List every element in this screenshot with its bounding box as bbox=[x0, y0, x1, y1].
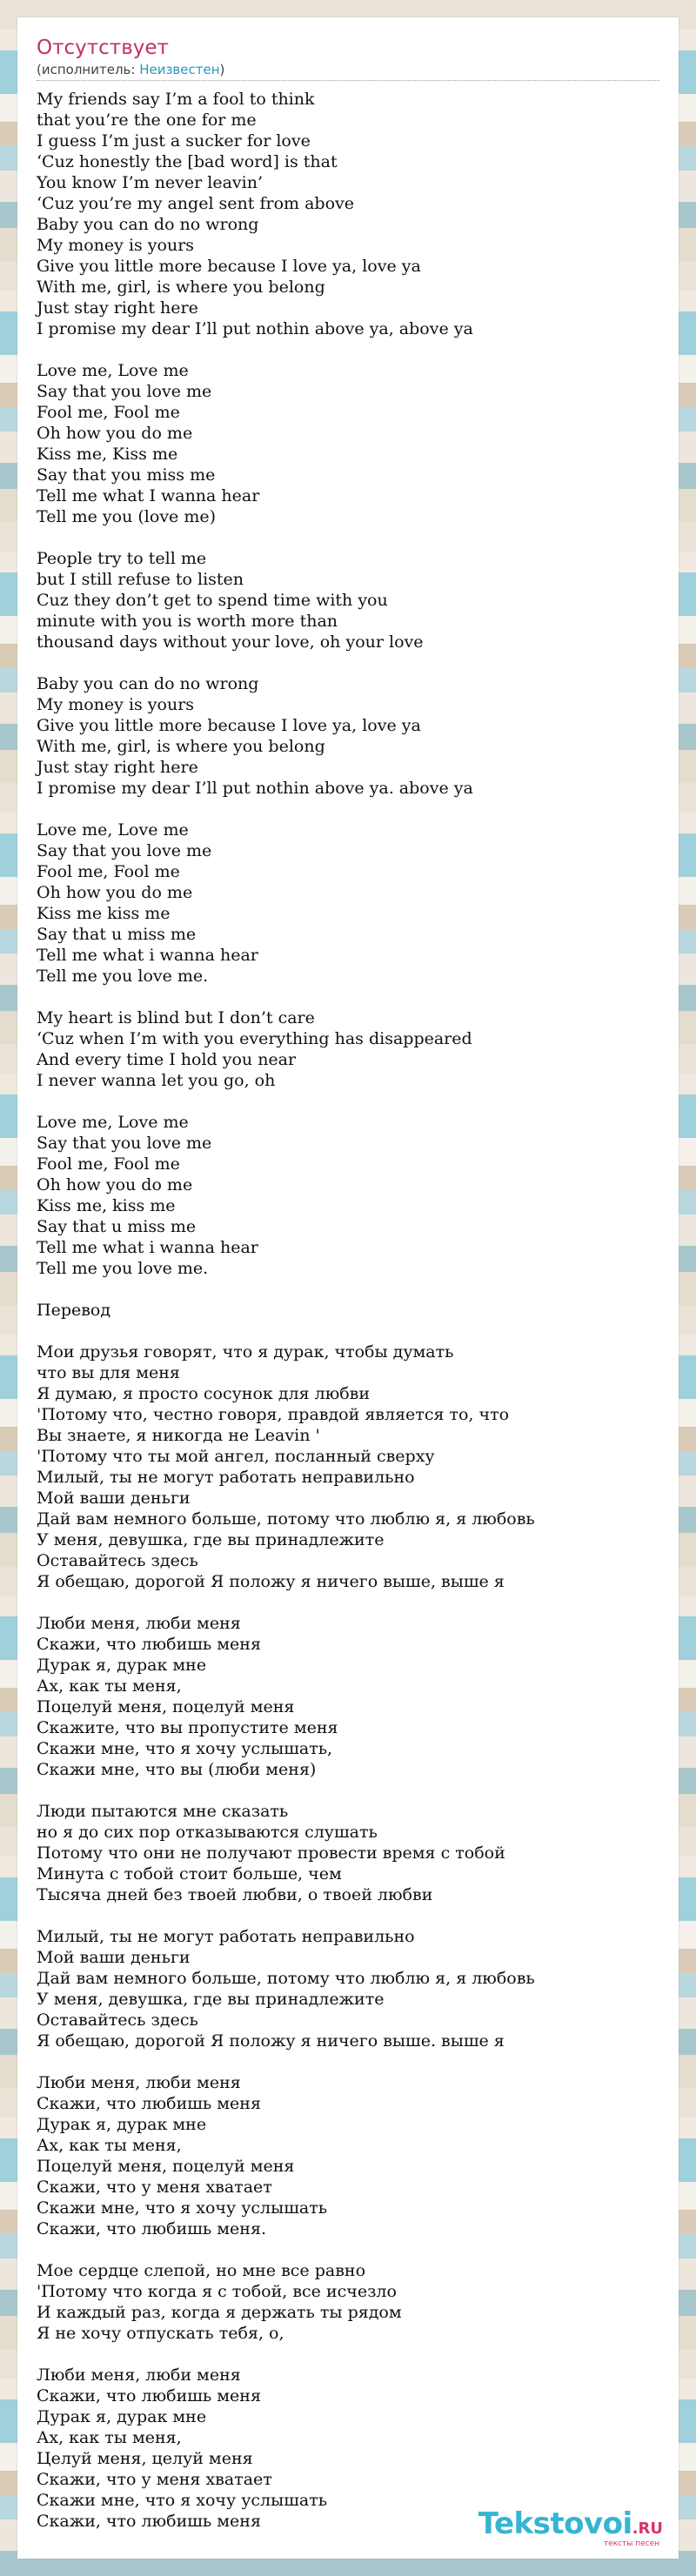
lyric-line: Ах, как ты меня, bbox=[37, 2428, 182, 2447]
lyric-line: Поцелуй меня, поцелуй меня bbox=[37, 1697, 295, 1716]
lyric-line: Люби меня, люби меня bbox=[37, 2073, 241, 2092]
lyric-line: Мой ваши деньги bbox=[37, 1489, 191, 1508]
lyric-line: Tell me you love me. bbox=[37, 1259, 209, 1278]
lyric-line: Kiss me kiss me bbox=[37, 904, 171, 923]
lyrics-card bbox=[17, 17, 679, 2559]
lyric-blank-line bbox=[37, 339, 663, 360]
lyric-line: My money is yours bbox=[37, 695, 195, 714]
artist-label-close: ) bbox=[219, 62, 225, 77]
logo-tagline: тексты песен bbox=[603, 2539, 659, 2548]
lyric-line: I promise my dear I’ll put nothin above ya, above ya bbox=[37, 319, 473, 338]
lyric-blank-line bbox=[37, 527, 663, 548]
lyric-line: Оставайтесь здесь bbox=[37, 1551, 198, 1570]
lyric-line: that you’re the one for me bbox=[37, 110, 257, 130]
lyric-line: Say that you love me bbox=[37, 841, 212, 860]
lyric-line: Give you little more because I love ya, love ya bbox=[37, 257, 421, 276]
lyric-line: minute with you is worth more than bbox=[37, 612, 338, 631]
lyric-blank-line bbox=[37, 1279, 663, 1300]
lyric-line: но я до сих пор отказываются слушать bbox=[37, 1823, 378, 1842]
lyric-line: Скажи мне, что я хочу услышать bbox=[37, 2198, 328, 2218]
artist-label: (исполнитель: bbox=[37, 62, 140, 77]
lyric-blank-line bbox=[37, 987, 663, 1007]
lyric-line: ‘Cuz you’re my angel sent from above bbox=[37, 194, 354, 213]
lyric-line: Скажи мне, что я хочу услышать, bbox=[37, 1739, 333, 1758]
lyric-line: Милый, ты не могут работать неправильно bbox=[37, 1468, 415, 1487]
lyric-line: Oh how you do me bbox=[37, 883, 193, 902]
logo-wordmark: Tekstovoi bbox=[478, 2506, 632, 2541]
artist-link[interactable]: Неизвестен bbox=[139, 62, 220, 77]
lyric-line: Baby you can do no wrong bbox=[37, 215, 259, 234]
lyric-line: Люби меня, люби меня bbox=[37, 2365, 241, 2385]
lyric-blank-line bbox=[37, 799, 663, 820]
lyric-blank-line bbox=[37, 1321, 663, 1342]
lyric-line: but I still refuse to listen bbox=[37, 570, 244, 589]
lyric-line: With me, girl, is where you belong bbox=[37, 278, 325, 297]
lyric-line: Say that you miss me bbox=[37, 465, 216, 485]
lyric-line: People try to tell me bbox=[37, 549, 207, 568]
lyric-line: Я обещаю, дорогой Я положу я ничего выше. выше я bbox=[37, 2031, 505, 2051]
lyric-line: Оставайтесь здесь bbox=[37, 2011, 198, 2030]
lyric-line: Дай вам немного больше, потому что люблю я, я любовь bbox=[37, 1509, 535, 1529]
song-header bbox=[37, 35, 659, 81]
lyric-line: Дурак я, дурак мне bbox=[37, 1656, 207, 1675]
lyric-line: With me, girl, is where you belong bbox=[37, 737, 325, 756]
lyric-line: Tell me what i wanna hear bbox=[37, 946, 258, 965]
lyric-line: что вы для меня bbox=[37, 1363, 180, 1382]
lyric-line: Kiss me, kiss me bbox=[37, 1196, 176, 1215]
lyric-line: Say that u miss me bbox=[37, 925, 197, 944]
lyric-line: Fool me, Fool me bbox=[37, 1154, 180, 1174]
artist-meta bbox=[37, 61, 659, 78]
lyric-line: Cuz they don’t get to spend time with you bbox=[37, 591, 388, 610]
lyric-blank-line bbox=[37, 1780, 663, 1801]
lyric-line: I never wanna let you go, oh bbox=[37, 1071, 276, 1090]
lyric-line: Скажи, что у меня хватает bbox=[37, 2470, 272, 2489]
lyric-line: Tell me you (love me) bbox=[37, 507, 217, 526]
lyric-line: Скажи, что любишь меня bbox=[37, 2512, 261, 2531]
lyric-line: 'Потому что ты мой ангел, посланный сверху bbox=[37, 1447, 435, 1466]
lyric-line: Скажи, что любишь меня bbox=[37, 2386, 261, 2405]
lyric-line: Love me, Love me bbox=[37, 820, 189, 840]
lyric-line: Дурак я, дурак мне bbox=[37, 2115, 207, 2134]
lyric-line: ‘Cuz honestly the [bad word] is that bbox=[37, 152, 338, 171]
lyric-line: Baby you can do no wrong bbox=[37, 674, 259, 693]
lyric-line: Вы знаете, я никогда не Leavin ' bbox=[37, 1426, 320, 1445]
lyric-blank-line bbox=[37, 1592, 663, 1613]
lyric-line: Скажи мне, что я хочу услышать bbox=[37, 2491, 328, 2510]
lyric-line: Тысяча дней без твоей любви, о твоей любви bbox=[37, 1885, 433, 1904]
logo-tld: .RU bbox=[632, 2519, 663, 2538]
lyric-blank-line bbox=[37, 2344, 663, 2365]
site-logo[interactable] bbox=[478, 2508, 663, 2548]
lyric-line: Tell me what I wanna hear bbox=[37, 486, 260, 505]
lyric-line: I promise my dear I’ll put nothin above ya. above ya bbox=[37, 779, 473, 798]
lyric-line: Oh how you do me bbox=[37, 1175, 193, 1194]
lyric-line: Потому что они не получают провести время с тобой bbox=[37, 1843, 505, 1863]
lyric-line: My heart is blind but I don’t care bbox=[37, 1008, 315, 1027]
lyric-line: Целуй меня, целуй меня bbox=[37, 2449, 253, 2468]
song-title: Отсутствует bbox=[37, 37, 169, 59]
lyric-line: Tell me you love me. bbox=[37, 967, 209, 986]
lyric-line: You know I’m never leavin’ bbox=[37, 173, 264, 192]
lyric-line: Минута с тобой стоит больше, чем bbox=[37, 1864, 342, 1883]
lyric-line: Fool me, Fool me bbox=[37, 403, 180, 422]
lyric-line: ‘Cuz when I’m with you everything has disappeared bbox=[37, 1029, 472, 1048]
lyric-line: Мое сердце слепой, но мне все равно bbox=[37, 2261, 366, 2280]
lyric-line: Люди пытаются мне сказать bbox=[37, 1802, 289, 1821]
lyric-line: У меня, девушка, где вы принадлежите bbox=[37, 1530, 385, 1549]
lyric-line: Дай вам немного больше, потому что люблю я, я любовь bbox=[37, 1969, 535, 1988]
lyric-line: Люби меня, люби меня bbox=[37, 1614, 241, 1633]
lyric-line: I guess I’m just a sucker for love bbox=[37, 131, 311, 151]
lyric-line: 'Потому что, честно говоря, правдой является то, что bbox=[37, 1405, 510, 1424]
lyric-blank-line bbox=[37, 1905, 663, 1926]
lyric-line: Say that you love me bbox=[37, 1134, 212, 1153]
lyric-blank-line bbox=[37, 652, 663, 673]
lyric-blank-line bbox=[37, 2051, 663, 2072]
lyric-line: Kiss me, Kiss me bbox=[37, 445, 178, 464]
lyric-line: Say that you love me bbox=[37, 382, 212, 401]
lyric-line: Just stay right here bbox=[37, 758, 198, 777]
lyric-line: My friends say I’m a fool to think bbox=[37, 90, 315, 109]
lyric-blank-line bbox=[37, 1091, 663, 1112]
lyric-line: Ах, как ты меня, bbox=[37, 1676, 182, 1696]
lyric-line: thousand days without your love, oh your love bbox=[37, 632, 424, 652]
lyric-line: My money is yours bbox=[37, 236, 195, 255]
lyric-line: Love me, Love me bbox=[37, 361, 189, 380]
lyric-line: Love me, Love me bbox=[37, 1113, 189, 1132]
lyric-line: Мой ваши деньги bbox=[37, 1948, 191, 1967]
lyric-line: Я не хочу отпускать тебя, о, bbox=[37, 2324, 284, 2343]
lyric-line: 'Потому что когда я с тобой, все исчезло bbox=[37, 2282, 397, 2301]
lyric-blank-line bbox=[37, 2239, 663, 2260]
lyric-line: Мои друзья говорят, что я дурак, чтобы думать bbox=[37, 1342, 454, 1362]
lyric-line: Ах, как ты меня, bbox=[37, 2136, 182, 2155]
lyric-line: Скажи, что у меня хватает bbox=[37, 2178, 272, 2197]
lyric-line: Скажи, что любишь меня. bbox=[37, 2219, 266, 2238]
lyric-line: Я думаю, я просто сосунок для любви bbox=[37, 1384, 371, 1403]
lyric-line: Скажи, что любишь меня bbox=[37, 1635, 261, 1654]
lyric-line: Скажи, что любишь меня bbox=[37, 2094, 261, 2113]
lyric-line: And every time I hold you near bbox=[37, 1050, 297, 1069]
lyric-line: Give you little more because I love ya, love ya bbox=[37, 716, 421, 735]
lyric-line: Tell me what i wanna hear bbox=[37, 1238, 258, 1257]
lyric-line: Say that u miss me bbox=[37, 1217, 197, 1236]
lyric-line: Перевод bbox=[37, 1301, 111, 1320]
lyric-line: Дурак я, дурак мне bbox=[37, 2407, 207, 2426]
lyrics-text bbox=[37, 89, 663, 2532]
lyric-line: И каждый раз, когда я держать ты рядом bbox=[37, 2303, 402, 2322]
lyric-line: Just stay right here bbox=[37, 298, 198, 318]
lyric-line: Я обещаю, дорогой Я положу я ничего выше, выше я bbox=[37, 1572, 505, 1591]
lyric-line: Скажи мне, что вы (люби меня) bbox=[37, 1760, 317, 1779]
lyric-line: Oh how you do me bbox=[37, 424, 193, 443]
lyric-line: Милый, ты не могут работать неправильно bbox=[37, 1927, 415, 1946]
lyric-line: Поцелуй меня, поцелуй меня bbox=[37, 2157, 295, 2176]
lyric-line: Скажите, что вы пропустите меня bbox=[37, 1718, 338, 1737]
lyric-line: Fool me, Fool me bbox=[37, 862, 180, 881]
lyric-line: У меня, девушка, где вы принадлежите bbox=[37, 1990, 385, 2009]
